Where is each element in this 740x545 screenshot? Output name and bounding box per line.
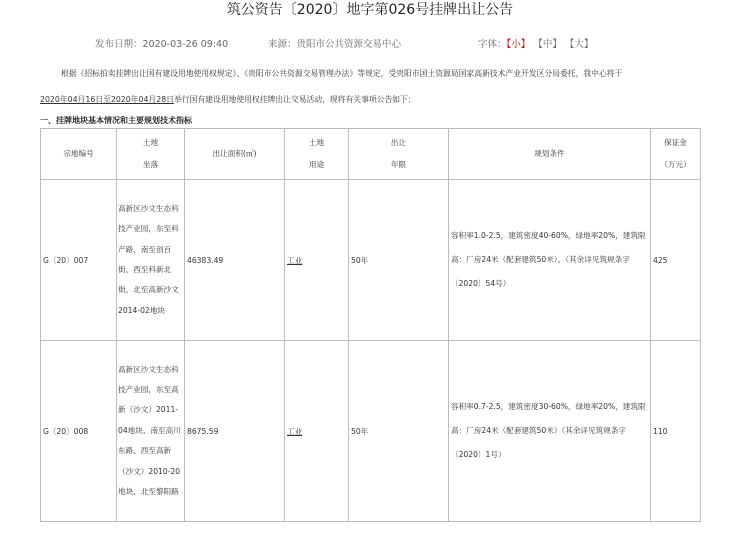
intro-rest: 举行国有建设用地使用权挂牌出让交易活动，现将有关事项公告如下： bbox=[173, 95, 416, 104]
cell-area: 8675.59 bbox=[185, 341, 285, 522]
font-small-button[interactable]: 【小】 bbox=[506, 39, 531, 50]
intro-paragraph-2 bbox=[40, 94, 710, 106]
header-location-line2: 坐落 bbox=[142, 160, 159, 169]
header-use-line2: 用途 bbox=[308, 160, 325, 169]
font-size-label: 字体： bbox=[478, 39, 507, 50]
cell-lot-no: G〔20〕008 bbox=[41, 341, 117, 522]
cell-area: 46383.49 bbox=[185, 180, 285, 341]
font-size-controls bbox=[478, 36, 593, 50]
header-term bbox=[349, 129, 449, 180]
cell-use-link[interactable]: 工业 bbox=[285, 180, 349, 341]
page-title: 筑公资告〔2020〕地字第026号挂牌出让公告 bbox=[226, 2, 514, 18]
intro-paragraph: 根据《招标拍卖挂牌出让国有建设用地使用权规定》、《贵阳市公共资源交易管理办法》等规定，受贵阳市国土资源局国家高新技术产业开发区分局委托，我中心将于 bbox=[61, 69, 623, 78]
header-conditions: 规划条件 bbox=[449, 129, 651, 180]
section-title: 一、挂牌地块基本情况和主要规划技术指标 bbox=[40, 116, 192, 125]
header-location-line1: 土地 bbox=[142, 138, 159, 147]
header-term-line1: 出让 bbox=[390, 138, 407, 147]
header-term-line2: 年限 bbox=[390, 160, 407, 169]
header-use bbox=[285, 129, 349, 180]
cell-conditions: 容积率0.7-2.5，建筑密度30-60%，绿地率20%，建筑限高：厂房24米（配套建筑50米）（其余详见筑规条字〔2020〕1号） bbox=[449, 341, 651, 522]
cell-deposit: 425 bbox=[651, 180, 701, 341]
cell-term: 50年 bbox=[349, 180, 449, 341]
header-deposit bbox=[651, 129, 701, 180]
cell-use-link[interactable]: 工业 bbox=[285, 341, 349, 522]
font-medium-button[interactable]: 【中】 bbox=[533, 39, 562, 50]
header-location bbox=[117, 129, 185, 180]
header-deposit-line1: 保证金 bbox=[664, 138, 687, 147]
source-label: 来源：贵阳市公共资源交易中心 bbox=[268, 39, 402, 50]
header-use-line1: 土地 bbox=[308, 138, 325, 147]
header-area: 出让面积(㎡) bbox=[185, 129, 285, 180]
header-deposit-line2: （万元） bbox=[660, 160, 691, 169]
table-row bbox=[41, 341, 701, 522]
cell-deposit: 110 bbox=[651, 341, 701, 522]
cell-lot-no: G〔20〕007 bbox=[41, 180, 117, 341]
land-table bbox=[40, 128, 701, 522]
table-row bbox=[41, 180, 701, 341]
trading-period: 2020年04月16日至2020年04月28日 bbox=[40, 95, 174, 104]
header-lot-no: 宗地编号 bbox=[41, 129, 117, 180]
table-header-row bbox=[41, 129, 701, 180]
publish-date: 发布日期：2020-03-26 09:40 bbox=[95, 39, 229, 50]
cell-term: 50年 bbox=[349, 341, 449, 522]
cell-location: 高新区沙文生态科技产业园，东至科产路，南至创百街，西至科新北街，北至高新沙文2014-02地块 bbox=[117, 180, 185, 341]
cell-location: 高新区沙文生态科技产业园，东至高新（沙文）2011-04地块、南至高川东路、西至高新（沙文）2010-20地块、北至黎阳路 bbox=[117, 341, 185, 522]
cell-conditions: 容积率1.0-2.5，建筑密度40-60%，绿地率20%，建筑限高：厂房24米（配套建筑50米）。（其余详见筑规条字〔2020〕54号） bbox=[449, 180, 651, 341]
font-large-button[interactable]: 【大】 bbox=[564, 39, 594, 50]
